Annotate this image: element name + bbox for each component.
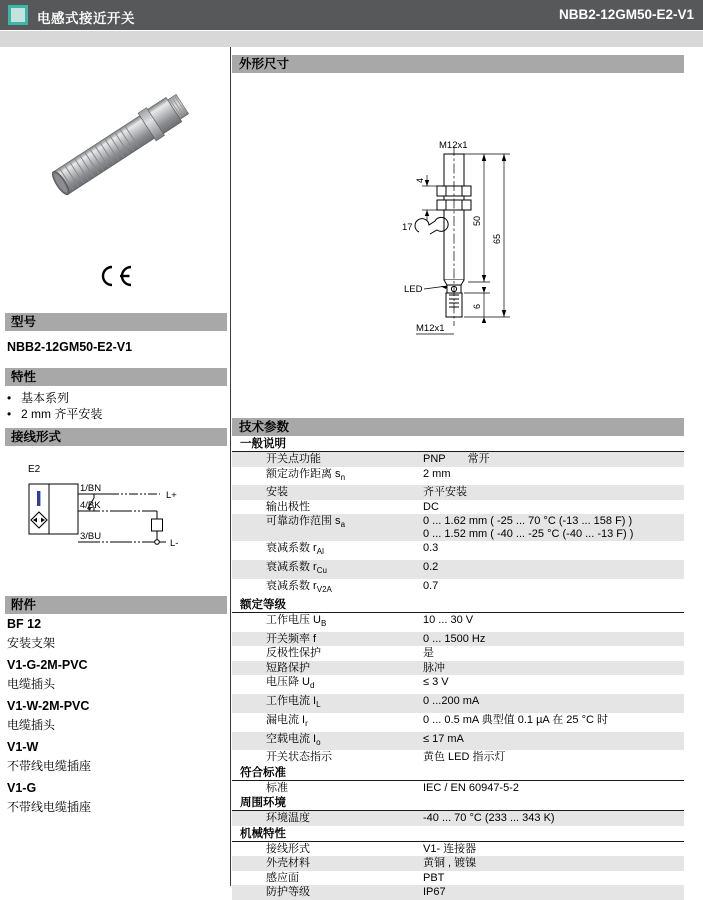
table-row [232,613,684,632]
table-row [232,541,684,560]
row-label: 标准 [266,781,288,794]
row-value: 0.7 [423,579,439,592]
thread-top-label: M12x1 [439,140,468,151]
table-row [232,885,684,900]
accessory-name: V1-G [7,781,37,795]
row-value: 脉冲 [423,661,445,674]
pin-label-3bu: 3/BU [80,531,102,542]
feature-item: • 基本系列 [7,391,70,405]
row-value: V1- 连接器 [423,842,477,855]
page-header-bar [0,0,703,30]
model-section-header: 型号 [5,313,227,331]
accessory-desc: 不带线电缆插座 [7,759,92,773]
row-value: 0 ... 1.62 mm ( -25 ... 70 °C (-13 ... 158 F) ) 0 ... 1.52 mm ( -40 ... -25 °C (-40 ... -13 F) ) [423,515,634,540]
header-substrip [0,31,703,47]
table-row [232,871,684,886]
connection-section-header: 接线形式 [5,428,227,446]
row-label: 电压降 $U_d$ [266,676,315,691]
table-row [232,750,684,765]
row-value: 0 ...200 mA [423,695,480,708]
dim-65-label: 65 [492,233,502,244]
row-label: 衰减系数 $r_{V2A}$ [266,579,332,594]
table-row [232,811,684,826]
row-value: IP67 [423,886,446,899]
tech-table [232,436,684,900]
row-label: 额定动作距离 $s_n$ [266,467,346,482]
row-label: 漏电流 $I_r$ [266,713,308,728]
wrench-size-label: 17 [402,222,413,233]
wiring-diagram [10,452,200,575]
accessories-section-header: 附件 [5,596,227,614]
row-value: PNP 常开 [423,453,490,465]
row-value: 0.3 [423,542,439,555]
row-label: 安装 [266,486,288,499]
row-label: 开关频率 f [266,632,317,645]
row-label: 环境温度 [266,812,310,825]
row-label: 空载电流 $I_o$ [266,732,321,747]
terminal-lminus: L- [170,538,179,549]
accessory-name: V1-G-2M-PVC [7,658,88,672]
features-section-header: 特性 [5,368,227,386]
row-value: IEC / EN 60947-5-2 [423,781,519,794]
row-value: DC [423,500,439,513]
accessory-desc: 不带线电缆插座 [7,800,92,814]
dimension-drawing [392,120,592,375]
table-row [232,842,684,857]
row-label: 短路保护 [266,661,310,674]
row-label: 工作电压 $U_B$ [266,614,327,629]
tech-subsection-header: 一般说明 [232,436,684,452]
tech-subsection-header: 额定等级 [232,597,684,613]
accessory-name: V1-W [7,740,39,754]
row-label: 开关点功能 [266,453,321,465]
table-row [232,732,684,751]
row-value: PBT [423,871,445,884]
brand-square-icon [8,5,28,25]
table-row [232,467,684,486]
table-row [232,632,684,647]
dim-6-label: 6 [472,303,482,309]
row-value: 0.2 [423,560,439,573]
table-row [232,514,684,541]
thread-bottom-label: M12x1 [416,323,445,334]
row-value: 0 ... 1500 Hz [423,632,486,645]
table-row [232,485,684,500]
ce-mark-icon [98,264,134,293]
left-column [5,48,227,886]
table-row [232,694,684,713]
pin-label-1bn: 1/BN [80,483,102,494]
led-label: LED [404,284,423,295]
terminal-lplus: L+ [166,490,177,501]
sensor-coil-symbol [37,491,40,506]
row-label: 防护等级 [266,886,310,899]
row-value: ≤ 17 mA [423,732,464,745]
accessory-desc: 电缆插头 [7,718,56,732]
tech-subsection-header: 周围环境 [232,795,684,811]
wiring-type-label: E2 [28,464,41,475]
table-row [232,856,684,871]
row-label: 接线形式 [266,842,310,855]
accessory-name: V1-W-2M-PVC [7,699,90,713]
features-list [7,390,102,422]
table-row [232,646,684,661]
table-row [232,560,684,579]
product-photo [40,78,200,215]
row-label: 感应面 [266,871,299,884]
row-value: 0 ... 0.5 mA 典型值 0.1 µA 在 25 °C 时 [423,713,608,726]
right-column [232,48,684,899]
row-value: 10 ... 30 V [423,614,474,627]
table-row [232,661,684,676]
row-value: 是 [423,647,434,660]
row-label: 可靠动作范围 $s_a$ [266,515,346,530]
feature-item: • 2 mm 齐平安装 [7,407,103,421]
accessory-desc: 电缆插头 [7,677,56,691]
dimensions-section-header: 外形尺寸 [232,55,684,73]
table-row [232,500,684,515]
table-row [232,781,684,796]
accessory-desc: 安装支架 [7,636,56,650]
row-value: 齐平安装 [423,486,467,499]
pin-label-4bk: 4/BK [80,500,101,511]
tech-subsection-header: 符合标准 [232,765,684,781]
row-label: 外壳材料 [266,857,310,870]
row-label: 反极性保护 [266,647,321,660]
tech-section-bar: 技术参数 [232,418,684,436]
row-value: -40 ... 70 °C (233 ... 343 K) [423,812,555,825]
table-row [232,579,684,598]
row-label: 工作电流 $I_L$ [266,695,321,710]
column-divider [230,47,231,886]
row-label: 衰减系数 $r_{Cu}$ [266,560,327,576]
table-row [232,452,684,467]
table-row [232,675,684,694]
dim-4-label: 4 [415,177,425,183]
row-label: 衰减系数 $r_{Al}$ [266,542,324,557]
row-label: 开关状态指示 [266,751,332,764]
accessories-list [7,618,222,823]
accessory-name: BF 12 [7,617,42,631]
model-number: NBB2-12GM50-E2-V1 [7,340,133,354]
row-value: 黄铜 , 镀镍 [423,857,477,870]
product-family-title: 电感式接近开关 [37,11,135,26]
tech-subsection-header: 机械特性 [232,826,684,842]
row-label: 输出极性 [266,500,310,513]
dim-50-label: 50 [472,215,482,226]
product-model-title: NBB2-12GM50-E2-V1 [558,7,694,22]
row-value: 黄色 LED 指示灯 [423,751,506,764]
row-value: ≤ 3 V [423,676,449,689]
row-value: 2 mm [423,467,451,480]
table-row [232,713,684,732]
